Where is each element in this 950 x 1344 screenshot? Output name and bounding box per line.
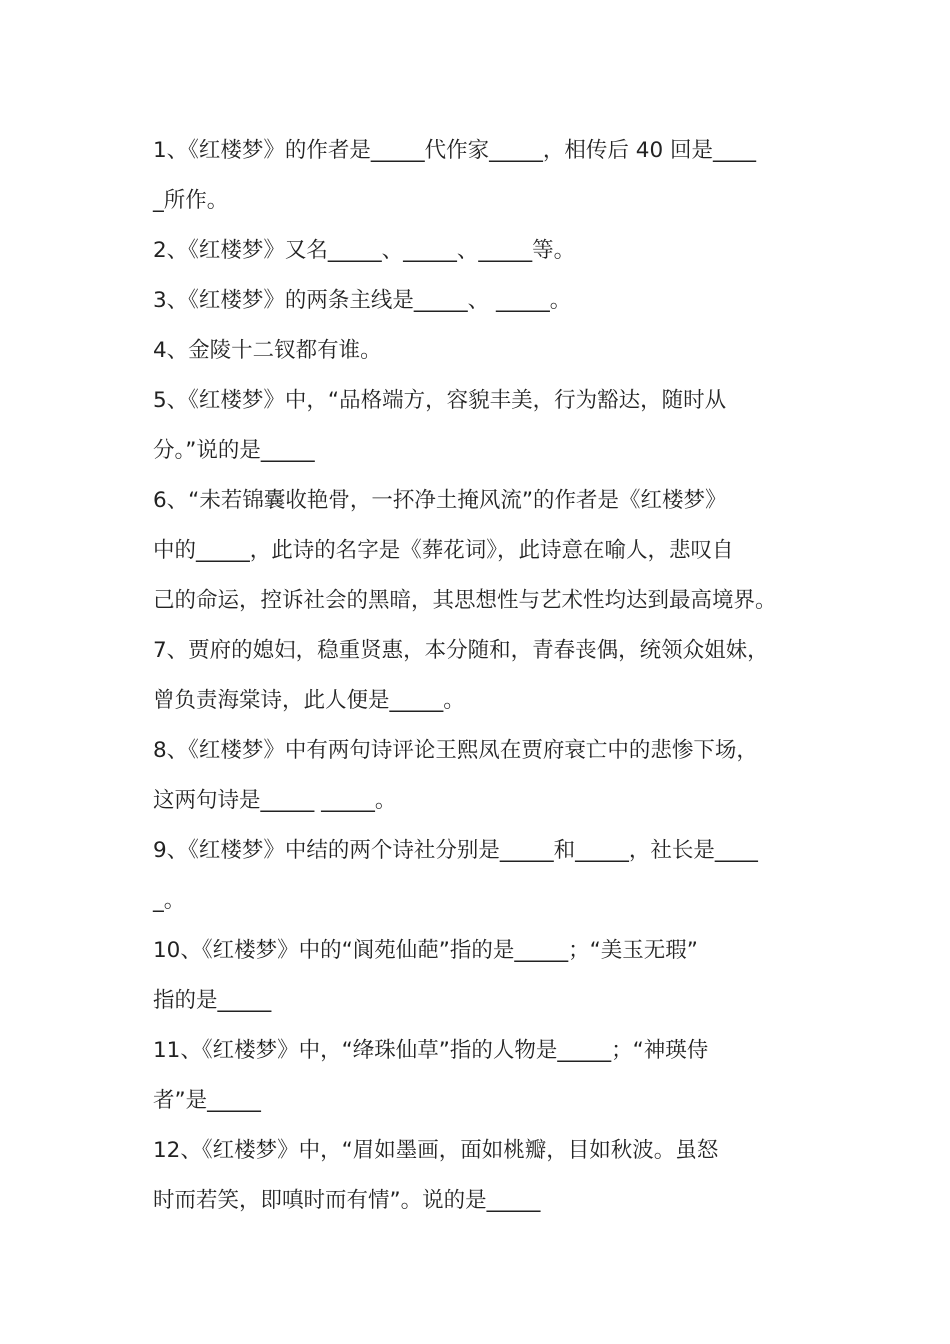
text-line: 6、“未若锦囊收艳骨，一抔净土掩风流”的作者是《红楼梦》 — [153, 488, 727, 513]
text-line: 8、《红楼梦》中有两句诗评论王熙凤在贾府衰亡中的悲惨下场， — [153, 738, 758, 763]
text-line: 3、《红楼梦》的两条主线是_____、 _____。 — [153, 288, 572, 313]
text-line: 己的命运，控诉社会的黑暗，其思想性与艺术性均达到最高境界。 — [153, 588, 777, 613]
text-line: 9、《红楼梦》中结的两个诗社分别是_____和_____，社长是____ — [153, 838, 758, 863]
text-line: 指的是_____ — [153, 988, 272, 1013]
text-line: 中的_____，此诗的名字是《葬花词》，此诗意在喻人，悲叹自 — [153, 538, 734, 563]
text-line: _。 — [153, 888, 186, 913]
question-list — [153, 126, 833, 1226]
text-line: 11、《红楼梦》中，“绛珠仙草”指的人物是_____；“神瑛侍 — [153, 1038, 709, 1063]
text-line: 2、《红楼梦》又名_____、_____、_____等。 — [153, 238, 576, 263]
text-line: 12、《红楼梦》中，“眉如墨画，面如桃瓣，目如秋波。虽怒 — [153, 1138, 719, 1163]
text-line: 1、《红楼梦》的作者是_____代作家_____，相传后 40 回是____ — [153, 138, 756, 163]
text-line: 7、贾府的媳妇，稳重贤惠，本分随和，青春丧偶，统领众姐妹， — [153, 638, 769, 663]
text-line: 这两句诗是_____ _____。 — [153, 788, 397, 813]
text-line: 者”是_____ — [153, 1088, 261, 1113]
text-line: 分。”说的是_____ — [153, 438, 315, 463]
text-line: 5、《红楼梦》中，“品格端方，容貌丰美，行为豁达，随时从 — [153, 388, 727, 413]
text-line: 10、《红楼梦》中的“阆苑仙葩”指的是_____；“美玉无瑕” — [153, 938, 698, 963]
text-line: 曾负责海棠诗，此人便是_____。 — [153, 688, 465, 713]
text-line: 时而若笑，即嗔时而有情”。说的是_____ — [153, 1188, 541, 1213]
text-line: _所作。 — [153, 188, 229, 213]
text-line: 4、金陵十二钗都有谁。 — [153, 338, 382, 363]
